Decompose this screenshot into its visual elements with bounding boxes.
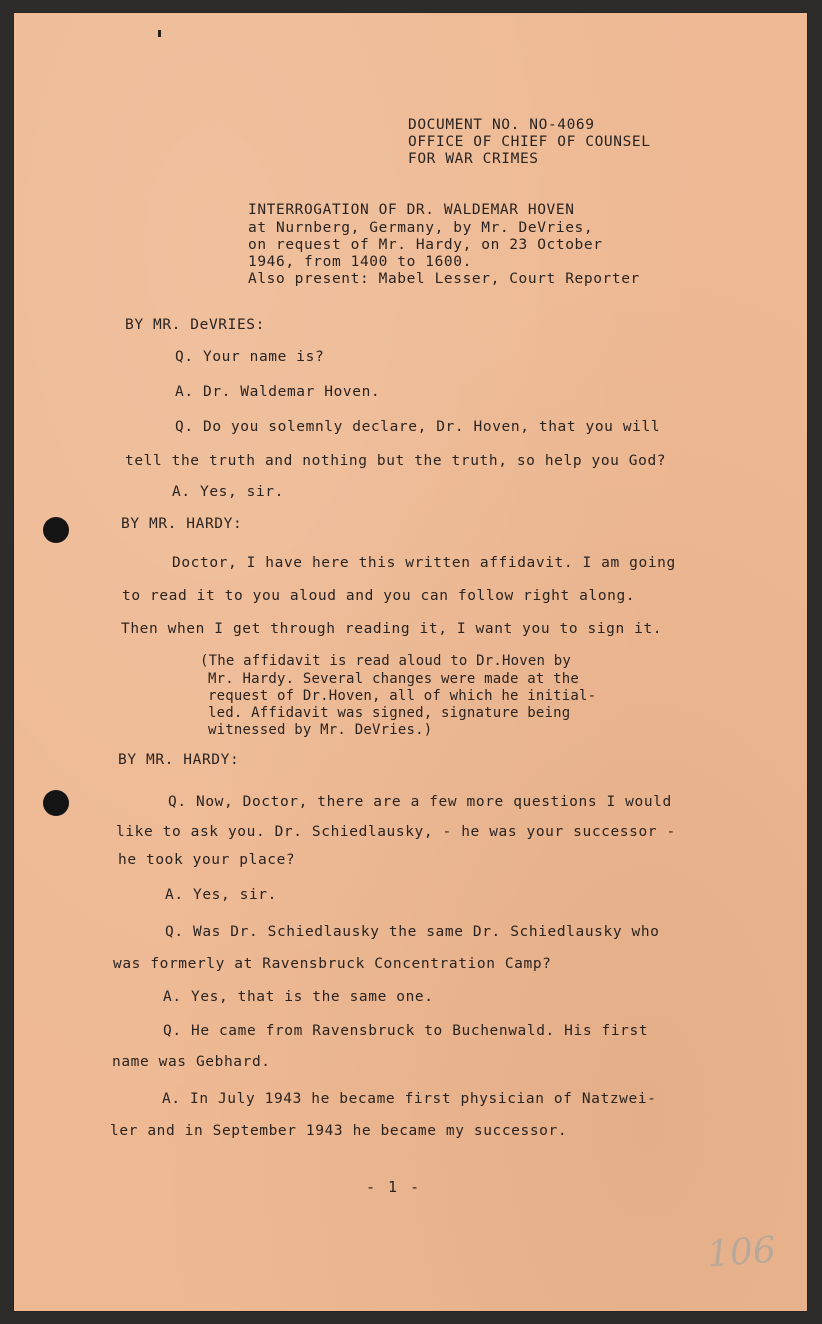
question-oath-line-1: Q. Do you solemnly declare, Dr. Hoven, that you will <box>175 419 661 435</box>
question-buchenwald-line-1: Q. He came from Ravensbruck to Buchenwald. His first <box>163 1023 649 1039</box>
question-name: Q. Your name is? <box>175 349 325 365</box>
answer-oath: A. Yes, sir. <box>172 484 284 500</box>
answer-name: A. Dr. Waldemar Hoven. <box>175 384 381 400</box>
affidavit-note-line-4: led. Affidavit was signed, signature being <box>208 705 571 721</box>
war-crimes-line: FOR WAR CRIMES <box>408 151 539 167</box>
affidavit-paragraph-line-2: to read it to you aloud and you can follow right along. <box>122 588 636 604</box>
answer-natzweiler-line-1: A. In July 1943 he became first physician of Natzwei- <box>162 1091 657 1107</box>
affidavit-paragraph-line-3: Then when I get through reading it, I want you to sign it. <box>121 621 663 637</box>
question-successor-line-3: he took your place? <box>118 852 296 868</box>
title-line-5: Also present: Mabel Lesser, Court Reporter <box>248 271 640 287</box>
page-number: - 1 - <box>366 1178 422 1196</box>
affidavit-note-line-1: (The affidavit is read aloud to Dr.Hoven by <box>200 653 572 669</box>
title-line-3: on request of Mr. Hardy, on 23 October <box>248 237 603 253</box>
affidavit-note-line-5: witnessed by Mr. DeVries.) <box>208 722 433 738</box>
title-line-4: 1946, from 1400 to 1600. <box>248 254 472 270</box>
answer-natzweiler-line-2: ler and in September 1943 he became my successor. <box>110 1123 568 1139</box>
title-line-1: INTERROGATION OF DR. WALDEMAR HOVEN <box>248 202 575 218</box>
speaker-hardy-2: BY MR. HARDY: <box>118 752 240 768</box>
punch-hole-top <box>43 517 69 543</box>
affidavit-note-line-3: request of Dr.Hoven, all of which he initial- <box>208 688 597 704</box>
office-line: OFFICE OF CHIEF OF COUNSEL <box>408 134 651 150</box>
question-successor-line-1: Q. Now, Doctor, there are a few more questions I would <box>168 794 672 810</box>
document-number: DOCUMENT NO. NO-4069 <box>408 117 595 133</box>
speaker-hardy-1: BY MR. HARDY: <box>121 516 243 532</box>
punch-hole-bottom <box>43 790 69 816</box>
answer-successor: A. Yes, sir. <box>165 887 277 903</box>
handwritten-folio-number: 106 <box>705 1229 778 1276</box>
affidavit-paragraph-line-1: Doctor, I have here this written affidavit. I am going <box>172 555 676 571</box>
ink-speck <box>158 30 161 37</box>
title-line-2: at Nurnberg, Germany, by Mr. DeVries, <box>248 220 594 236</box>
question-oath-line-2: tell the truth and nothing but the truth, so help you God? <box>125 453 667 469</box>
question-ravensbruck-line-1: Q. Was Dr. Schiedlausky the same Dr. Schiedlausky who <box>165 924 660 940</box>
answer-ravensbruck: A. Yes, that is the same one. <box>163 989 434 1005</box>
affidavit-note-line-2: Mr. Hardy. Several changes were made at the <box>208 671 580 687</box>
question-buchenwald-line-2: name was Gebhard. <box>112 1054 271 1070</box>
question-ravensbruck-line-2: was formerly at Ravensbruck Concentration Camp? <box>113 956 552 972</box>
question-successor-line-2: like to ask you. Dr. Schiedlausky, - he was your successor - <box>116 824 676 840</box>
speaker-devries: BY MR. DeVRIES: <box>125 317 265 333</box>
